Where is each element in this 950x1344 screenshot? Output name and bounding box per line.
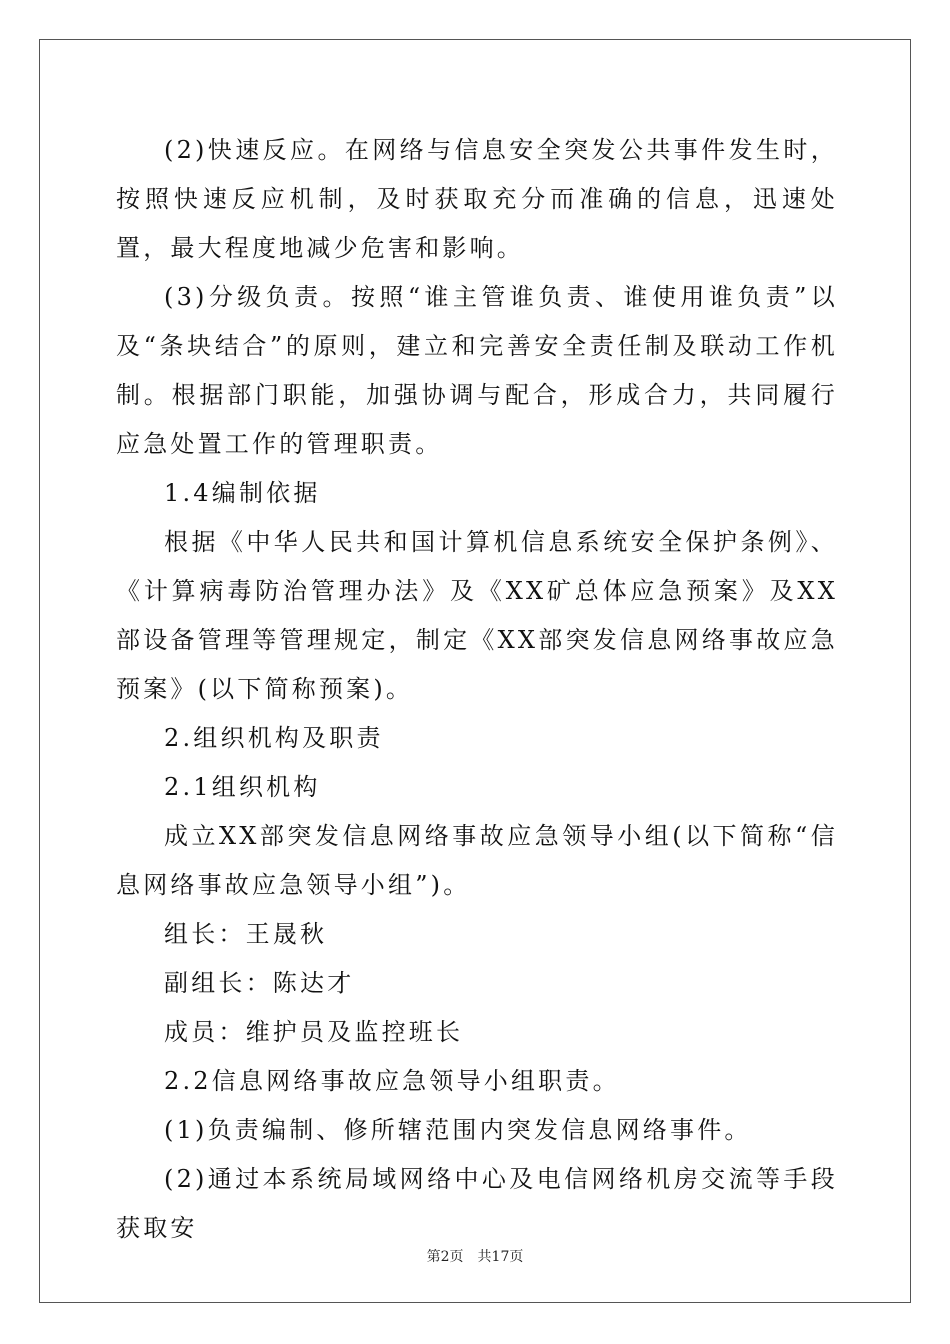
paragraph-establish-group: 成立XX部突发信息网络事故应急领导小组(以下简称“信息网络事故应急领导小组”)。 xyxy=(116,822,838,899)
document-body xyxy=(116,126,838,1253)
paragraph-graded-responsibility: (3)分级负责。按照“谁主管谁负责、谁使用谁负责”以及“条块结合”的原则，建立和完善安全责任制及联动工作机制。根据部门职能，加强协调与配合，形成合力，共同履行应急处置工作的管理职责。 xyxy=(116,283,838,458)
heading-compilation-basis: 1.4编制依据 xyxy=(164,479,321,507)
heading-organization: 2.1组织机构 xyxy=(164,773,321,801)
page-total: 共17页 xyxy=(477,1249,524,1265)
paragraph-basis-text: 根据《中华人民共和国计算机信息系统安全保护条例》、《计算病毒防治管理办法》及《XX矿总体应急预案》及XX部设备管理等管理规定，制定《XX部突发信息网络事故应急预案》(以下简称预案)。 xyxy=(116,528,838,703)
group-leader: 组长：王晟秋 xyxy=(164,920,328,948)
heading-group-duties: 2.2信息网络事故应急领导小组职责。 xyxy=(164,1067,620,1095)
deputy-group-leader: 副组长：陈达才 xyxy=(164,969,355,997)
duty-item-2: (2)通过本系统局域网络中心及电信网络机房交流等手段获取安 xyxy=(116,1165,838,1242)
heading-organization-duties: 2.组织机构及职责 xyxy=(164,724,384,752)
paragraph-rapid-response: (2)快速反应。在网络与信息安全突发公共事件发生时，按照快速反应机制，及时获取充分而准确的信息，迅速处置，最大程度地减少危害和影响。 xyxy=(116,136,838,262)
page-footer xyxy=(0,1248,950,1266)
group-members: 成员：维护员及监控班长 xyxy=(164,1018,464,1046)
duty-item-1: (1)负责编制、修所辖范围内突发信息网络事件。 xyxy=(164,1116,752,1144)
page-number: 第2页 xyxy=(426,1249,464,1265)
